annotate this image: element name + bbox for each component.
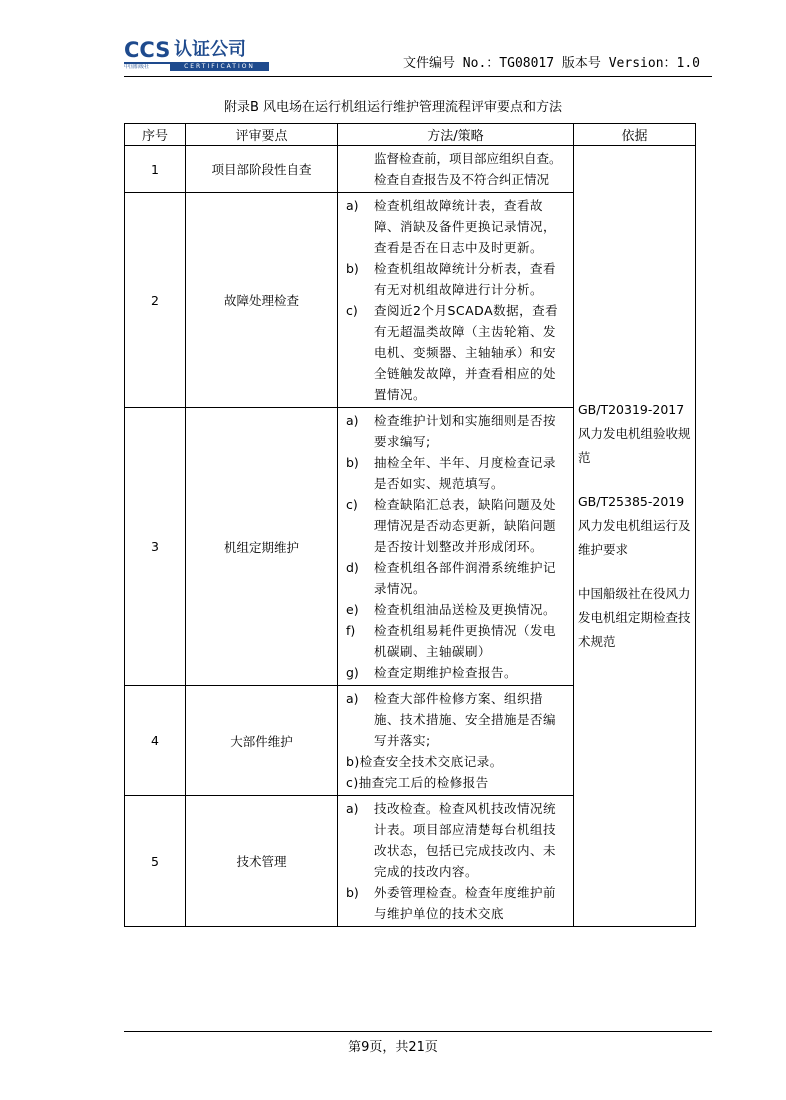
method-item: c)抽查完工后的检修报告 [346,775,489,790]
row-num: 2 [125,193,186,408]
ccs-logo [124,38,269,72]
row-method [338,796,574,927]
method-item: a) 检查大部件检修方案、组织措施、技术措施、安全措施是否编写并落实; [346,691,557,748]
row-method [338,146,574,193]
logo-cn-text: 认证公司 [174,39,246,60]
row-num: 5 [125,796,186,927]
basis-item: GB/T25385-2019 风力发电机组运行及维护要求 [578,494,691,557]
row-num: 4 [125,686,186,796]
footer-divider [124,1031,712,1032]
row-method [338,193,574,408]
header-num: 序号 [125,124,186,146]
method-item: c) 查阅近2个月SCADA数据，查看有无超温类故障（主齿轮箱、发电机、变频器、主轴轴承）和安全链触发故障，并查看相应的处置情况。 [346,303,559,402]
header-method: 方法/策略 [338,124,574,146]
method-item: a) 技改检查。检查风机技改情况统计表。项目部应清楚每台机组技改状态，包括已完成技改内、未完成的技改内容。 [346,801,557,879]
basis-item: 中国船级社在役风力发电机组定期检查技术规范 [578,586,691,649]
method-text: 监督检查前，项目部应组织自查。检查自查报告及不符合纠正情况 [374,151,562,187]
row-point: 项目部阶段性自查 [186,146,338,193]
row-method [338,686,574,796]
method-item: a) 检查维护计划和实施细则是否按要求编写; [346,413,557,449]
review-table [124,123,696,927]
table-row [125,146,696,193]
basis-item: GB/T20319-2017 风力发电机组验收规范 [578,402,691,465]
doc-info: 文件编号 No.：TG08017 版本号 Version：1.0 [402,56,700,71]
logo-small-text: 中国船级社 [124,64,150,70]
basis-cell [574,146,696,927]
row-method [338,408,574,686]
row-point: 机组定期维护 [186,408,338,686]
row-point: 技术管理 [186,796,338,927]
method-item: b)检查安全技术交底记录。 [346,754,503,769]
logo-band: CERTIFICATION [170,63,269,71]
logo-ccs-text: CCS [124,38,171,62]
method-item: f) 检查机组易耗件更换情况（发电机碳刷、主轴碳刷） [346,623,557,659]
page-title: 附录B 风电场在运行机组运行维护管理流程评审要点和方法 [223,100,563,115]
row-num: 1 [125,146,186,193]
method-item: b) 外委管理检查。检查年度维护前与维护单位的技术交底 [346,885,557,921]
header-point: 评审要点 [186,124,338,146]
method-item: b) 抽检全年、半年、月度检查记录是否如实、规范填写。 [346,455,557,491]
row-point: 故障处理检查 [186,193,338,408]
row-point: 大部件维护 [186,686,338,796]
method-item: a) 检查机组故障统计表，查看故障、消缺及备件更换记录情况，查看是否在日志中及时更新。 [346,198,557,255]
row-num: 3 [125,408,186,686]
method-item: c) 检查缺陷汇总表，缺陷问题及处理情况是否动态更新，缺陷问题是否按计划整改并形成闭环。 [346,497,557,554]
page-number: 第9页，共21页 [348,1040,438,1055]
method-item: b) 检查机组故障统计分析表，查看有无对机组故障进行计分析。 [346,261,557,297]
method-item: g) 检查定期维护检查报告。 [346,665,518,680]
method-item: d) 检查机组各部件润滑系统维护记录情况。 [346,560,557,596]
page-header [124,38,712,77]
method-item: e) 检查机组油品送检及更换情况。 [346,602,557,617]
table-header-row [125,124,696,146]
header-basis: 依据 [574,124,696,146]
